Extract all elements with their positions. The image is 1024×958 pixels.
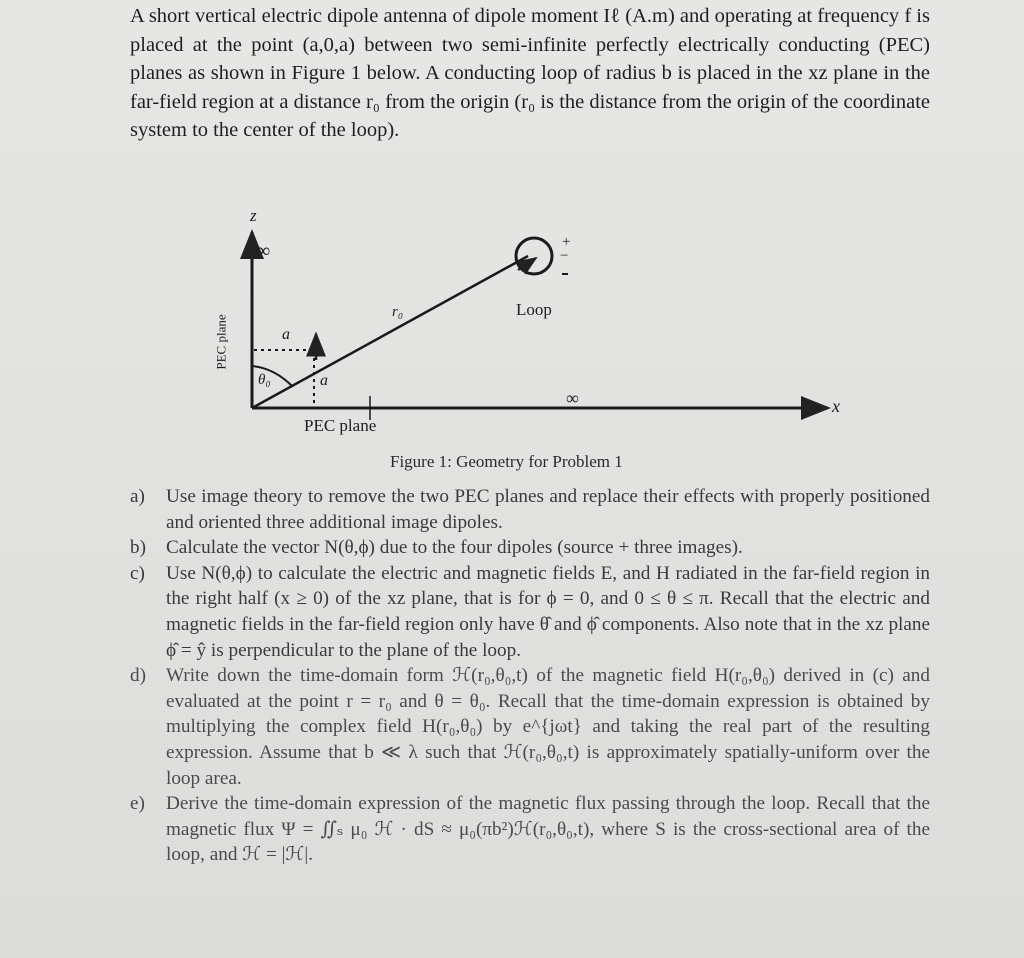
pec-plane-horizontal-label: PEC plane [304,416,377,435]
figure-geometry [200,200,860,460]
minus-sign: − [560,248,569,264]
question-marker: a) [130,486,145,507]
a-vertical-label: a [320,372,328,389]
figure-caption: Figure 1: Geometry for Problem 1 [390,452,623,471]
question-e [130,791,930,868]
question-list [130,484,930,868]
theta0-label: θ₀ [258,372,271,388]
question-text: Calculate the vector N(θ,ϕ) due to the four dipoles (source + three images). [166,537,743,559]
plus-sign: + [562,234,571,250]
geometry-diagram [200,200,860,460]
question-b [130,535,930,561]
question-c [130,561,930,663]
loop-label: Loop [516,300,552,319]
question-marker: b) [130,537,146,559]
question-marker: e) [130,793,145,815]
infinity-right-label: ∞ [566,388,579,408]
x-axis-label: x [832,396,840,416]
pec-plane-vertical-label: PEC plane [213,314,229,370]
r0-line [252,256,528,408]
question-text: Use N(θ,ϕ) to calculate the electric and magnetic fields E, and H radiated in the far-field region in the right half (x ≥ 0) of the xz plane, that is for ϕ = 0, and 0 ≤ θ ≤ π. Recall that the electric and magnetic fields in the far-field region only have θ̂ and ϕ̂ components. Also note that in the xz plane ϕ̂ = ŷ is perpendicular to the plane of the loop. [166,562,930,661]
infinity-top-label: ∞ [256,240,271,262]
question-d [130,663,930,791]
question-marker: d) [130,665,146,687]
question-marker: c) [130,562,145,584]
question-text: Derive the time-domain expression of the magnetic flux passing through the loop. Recall that the magnetic flux Ψ = ∬ₛ μ₀ ℋ · dS ≈ μ₀(πb²)ℋ(r₀,θ₀,t), where S is the cross-sectional area of the loop, and ℋ = |ℋ|. [166,793,930,866]
question-text: Use image theory to remove the two PEC planes and replace their effects with properly positioned and oriented three additional image dipoles. [166,486,930,533]
z-axis-label: z [250,206,257,225]
question-text: Write down the time-domain form ℋ(r₀,θ₀,t) of the magnetic field H(r₀,θ₀) derived in (c) and evaluated at the point r = r₀ and θ = θ₀. Recall that the time-domain expression is obtained by multiplying the complex field H(r₀,θ₀) by e^{jωt} and taking the real part of the resulting expression. Assume that b ≪ λ such that ℋ(r₀,θ₀,t) is approximately spatially-uniform over the loop area. [166,665,930,789]
a-horizontal-label: a [282,326,290,343]
question-a [130,484,930,535]
problem-statement: A short vertical electric dipole antenna of dipole moment Iℓ (A.m) and operating at frequency f is placed at the point (a,0,a) between two semi-infinite perfectly electrically conducting (PEC) planes as shown in Figure 1 below. A conducting loop of radius b is placed in the xz plane in the far-field region at a distance r₀ from the origin (r₀ is the distance from the origin of the coordinate system to the center of the loop). [130,5,930,142]
r0-label: r₀ [392,304,404,320]
